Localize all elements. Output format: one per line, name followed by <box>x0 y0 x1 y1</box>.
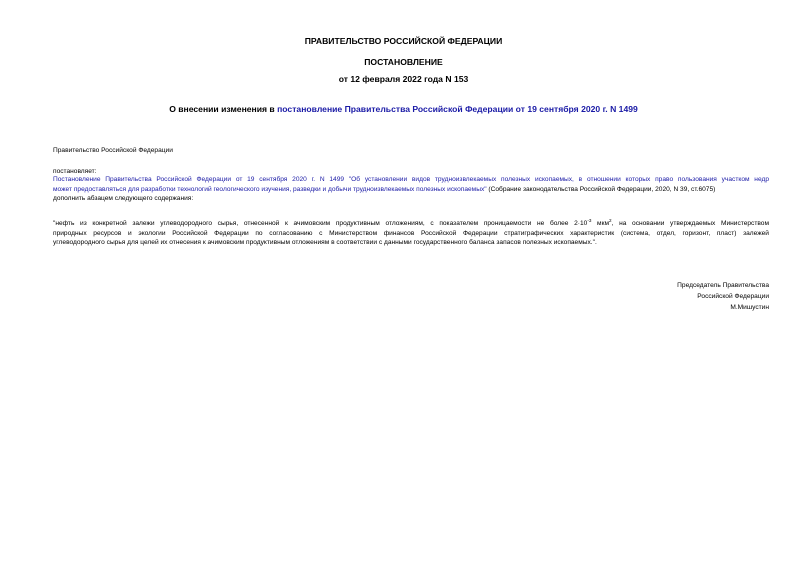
resolution-1499-link-part-2[interactable]: может предоставляться для разработки технологий геологического изучения, разведки и добычи трудноизвлекаемых полезных ископаемых" <box>53 185 487 193</box>
signature-name: М.Мишустин <box>730 304 769 311</box>
signature-position: Председатель Правительства <box>677 282 769 289</box>
quote-text-a: "нефть из конкретной залежи углеводородного сырья, отнесенной к ачимовским продуктивным отложениям, с показателем проницаемости не более 2·10 <box>53 220 588 227</box>
amendment-paragraph <box>53 175 769 204</box>
amendment-line-2 <box>53 185 769 195</box>
amendment-line-3: дополнить абзацем следующего содержания: <box>53 195 194 203</box>
signature-organization: Российской Федерации <box>697 293 769 300</box>
amendment-line-1 <box>53 175 769 185</box>
exponent: -3 <box>587 218 592 223</box>
quote-text-c: , на основании утверждаемых Министерством <box>611 220 769 227</box>
amended-resolution-link[interactable]: постановление Правительства Российской Федерации от 19 сентября 2020 г. N 1499 <box>277 104 638 114</box>
document-type-heading: ПОСТАНОВЛЕНИЕ <box>364 57 443 67</box>
title-prefix: О внесении изменения в <box>169 104 278 114</box>
unit-exponent: 2 <box>609 218 612 223</box>
signature-block <box>569 280 769 313</box>
quote-line-1 <box>53 216 769 229</box>
government-heading: ПРАВИТЕЛЬСТВО РОССИЙСКОЙ ФЕДЕРАЦИИ <box>304 36 503 46</box>
quote-line-2: природных ресурсов и экологии Российской Федерации по согласованию с Министерством финансов Российской Федерации стратиграфических характеристик (система, отдел, горизонт, пласт) залежей <box>53 229 769 237</box>
quote-text-b: мкм <box>591 220 610 227</box>
document-title <box>0 104 807 115</box>
collection-reference: (Собрание законодательства Российской Федерации, 2020, N 39, ст.6075) <box>486 185 716 193</box>
quote-line-3: углеводородного сырья для целей их отнесения к ачимовским продуктивным отложениям в соответствии с данными государственного баланса запасов полезных ископаемых.". <box>53 239 597 247</box>
quoted-paragraph <box>53 216 769 248</box>
issuer-text: Правительство Российской Федерации <box>53 147 173 154</box>
resolution-1499-link-part-1[interactable]: Постановление Правительства Российской Федерации от 19 сентября 2020 г. N 1499 "Об установлении видов трудноизвлекаемых полезных ископаемых, в отношении которых право пользования участком недр <box>53 176 769 183</box>
decides-text: постановляет: <box>53 168 97 175</box>
date-number-heading: от 12 февраля 2022 года N 153 <box>338 74 469 84</box>
